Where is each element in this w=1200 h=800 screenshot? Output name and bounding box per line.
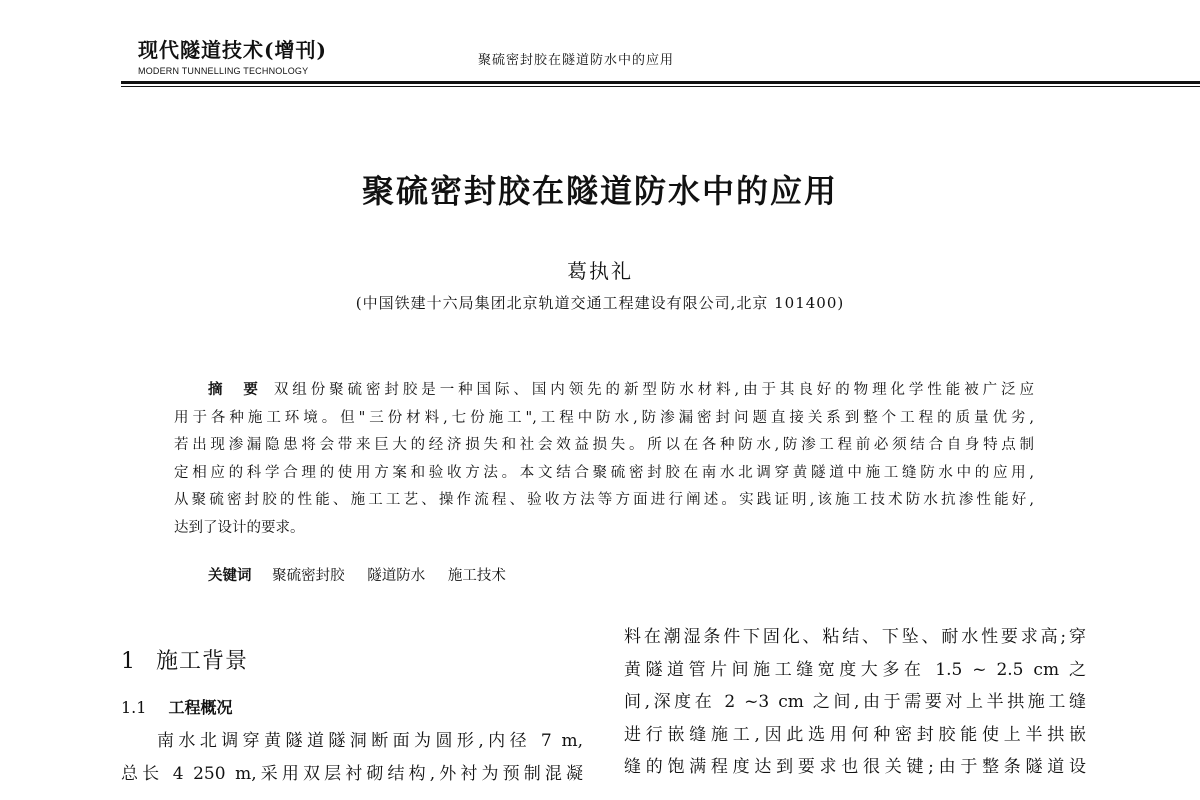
body-line: 进行嵌缝施工,因此选用何种密封胶能使上半拱嵌 — [624, 724, 1086, 745]
abstract — [174, 376, 1034, 543]
running-title: 聚硫密封胶在隧道防水中的应用 — [478, 53, 675, 68]
header-rule-thin — [121, 86, 1200, 87]
body-line: 南水北调穿黄隧道隧洞断面为圆形,内径 7 m, — [157, 731, 583, 751]
keyword: 聚硫密封胶 — [272, 568, 345, 584]
subsection-title: 工程概况 — [168, 698, 233, 717]
abstract-line: 用于各种施工环境。但"三份材料,七份施工",工程中防水,防渗漏密封问题直接关系到整个工程的质量优劣, — [174, 409, 1034, 426]
abstract-line: 若出现渗漏隐患将会带来巨大的经济损失和社会效益损失。所以在各种防水,防渗工程前必须结合自身特点制 — [174, 437, 1034, 454]
section-number: 1 — [121, 649, 136, 674]
keyword: 施工技术 — [447, 568, 506, 584]
body-line: 料在潮湿条件下固化、粘结、下坠、耐水性要求高;穿 — [624, 627, 1086, 647]
body-line: 总长 4 250 m,采用双层衬砌结构,外衬为预制混凝 — [121, 764, 583, 784]
article-title: 聚硫密封胶在隧道防水中的应用 — [361, 172, 838, 210]
journal-title: 现代隧道技术(增刊) — [138, 38, 327, 62]
abstract-line: 达到了设计的要求。 — [174, 519, 305, 536]
left-column-body — [121, 725, 583, 791]
body-line: 间,深度在 2 ~3 cm 之间,由于需要对上半拱施工缝 — [624, 692, 1086, 712]
abstract-line: 定相应的科学合理的使用方案和验收方法。本文结合聚硫密封胶在南水北调穿黄隧道中施工缝防水中的应用, — [174, 464, 1034, 481]
body-line: 缝的饱满程度达到要求也很关键;由于整条隧道设 — [624, 757, 1086, 777]
section-title: 施工背景 — [156, 649, 249, 674]
journal-subtitle: MODERN TUNNELLING TECHNOLOGY — [138, 66, 309, 76]
abstract-label: 摘 要 — [208, 381, 266, 398]
right-column-body — [624, 621, 1086, 784]
keywords — [208, 564, 524, 585]
author-affiliation: (中国铁建十六局集团北京轨道交通工程建设有限公司,北京 101400) — [355, 294, 845, 312]
abstract-line — [174, 376, 1034, 405]
author-name: 葛执礼 — [567, 259, 633, 283]
body-line: 黄隧道管片间施工缝宽度大多在 1.5 ~ 2.5 cm 之 — [624, 659, 1086, 680]
keywords-label: 关键词 — [208, 567, 252, 584]
header-rule — [121, 81, 1200, 84]
keyword: 隧道防水 — [367, 568, 426, 584]
section-heading — [121, 644, 248, 675]
abstract-line: 从聚硫密封胶的性能、施工工艺、操作流程、验收方法等方面进行阐述。实践证明,该施工技术防水抗渗性能好, — [174, 492, 1034, 509]
subsection-number: 1.1 — [121, 698, 147, 717]
subsection-heading — [121, 695, 232, 718]
abstract-text: 双组份聚硫密封胶是一种国际、国内领先的新型防水材料,由于其良好的物理化学性能被广泛应 — [273, 382, 1034, 398]
page-header — [0, 0, 1200, 90]
